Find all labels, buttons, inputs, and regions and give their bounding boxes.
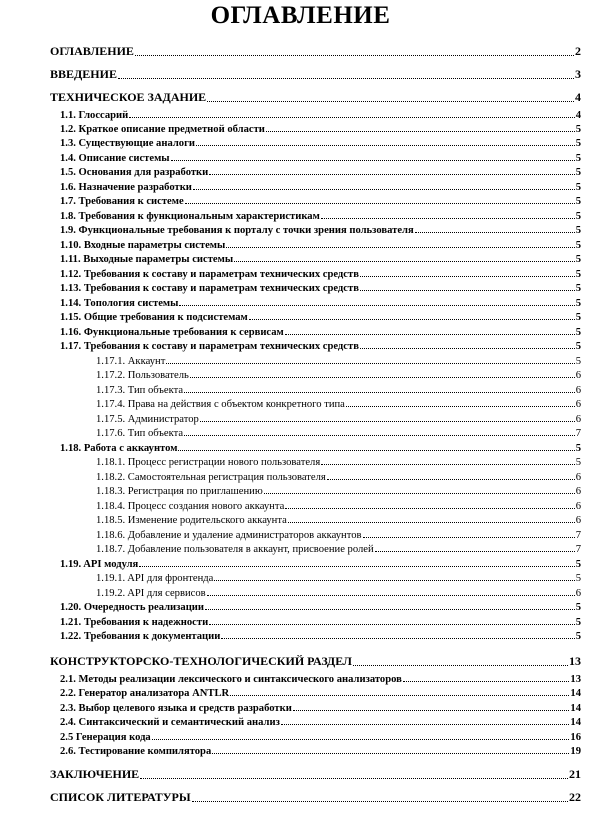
toc-entry[interactable] xyxy=(60,110,581,121)
toc-entry-page: 6 xyxy=(575,486,581,497)
toc-entry-page: 6 xyxy=(575,588,581,599)
dot-leader xyxy=(193,188,575,190)
toc-entry[interactable] xyxy=(60,138,581,149)
toc-entry-label: 1.18.6. Добавление и удаление администраторов аккаунтов xyxy=(96,530,362,541)
toc-entry[interactable] xyxy=(60,240,581,251)
toc-entry-label: 1.18.5. Изменение родительского аккаунта xyxy=(96,515,287,526)
dot-leader xyxy=(171,159,575,161)
toc-entry-page: 16 xyxy=(570,732,581,743)
dot-leader xyxy=(230,694,569,696)
toc-entry-page: 5 xyxy=(575,457,581,468)
toc-entry[interactable] xyxy=(50,44,581,59)
toc-entry-page: 6 xyxy=(575,414,581,425)
toc-entry-page: 5 xyxy=(575,196,581,207)
toc-entry-page: 5 xyxy=(575,617,581,628)
toc-entry[interactable] xyxy=(60,211,581,222)
dot-leader xyxy=(360,347,575,349)
dot-leader xyxy=(346,405,575,407)
toc-entry-page: 7 xyxy=(575,544,581,555)
dot-leader xyxy=(135,54,574,56)
toc-entry[interactable] xyxy=(50,67,581,82)
toc-entry-page: 6 xyxy=(575,501,581,512)
toc-entry-page: 5 xyxy=(575,602,581,613)
toc-entry-page: 5 xyxy=(575,138,581,149)
toc-entry-label: 2.5 Генерация кода xyxy=(60,732,151,743)
toc-entry-page: 5 xyxy=(575,124,581,135)
dot-leader xyxy=(321,217,575,219)
dot-leader xyxy=(207,594,575,596)
toc-entry-page: 5 xyxy=(575,269,581,280)
toc-entry-label: 1.5. Основания для разработки xyxy=(60,167,209,178)
toc-entry-page: 13 xyxy=(570,674,581,685)
toc-entry-label: 1.15. Общие требования к подсистемам xyxy=(60,312,248,323)
dot-leader xyxy=(226,246,574,248)
dot-leader xyxy=(403,680,570,682)
toc-entry[interactable] xyxy=(60,153,581,164)
toc-entry[interactable] xyxy=(60,298,581,309)
dot-leader xyxy=(321,463,574,465)
toc-entry-page: 5 xyxy=(575,225,581,236)
toc-entry-label: 1.4. Описание системы xyxy=(60,153,170,164)
toc-entry-page: 14 xyxy=(570,717,581,728)
toc-entry[interactable] xyxy=(96,428,581,439)
dot-leader xyxy=(129,116,574,118)
toc-entry-page: 5 xyxy=(575,443,581,454)
toc-entry-page: 5 xyxy=(575,631,581,642)
dot-leader xyxy=(327,478,575,480)
toc-entry-page: 6 xyxy=(575,385,581,396)
toc-entry-label: ЗАКЛЮЧЕНИЕ xyxy=(50,767,140,781)
toc-entry-page: 6 xyxy=(575,472,581,483)
toc-entry-page: 5 xyxy=(575,167,581,178)
toc-entry-label: 1.17.1. Аккаунт xyxy=(96,356,166,367)
dot-leader xyxy=(118,77,574,79)
toc-entry-page: 5 xyxy=(575,573,581,584)
toc-entry[interactable] xyxy=(60,327,581,338)
toc-entry[interactable] xyxy=(60,269,581,280)
toc-entry[interactable] xyxy=(60,124,581,135)
toc-entry[interactable] xyxy=(60,732,581,743)
toc-entry[interactable] xyxy=(50,767,581,782)
dot-leader xyxy=(179,304,574,306)
toc-entry-label: СПИСОК ЛИТЕРАТУРЫ xyxy=(50,790,191,804)
toc-entry[interactable] xyxy=(96,588,581,599)
toc-entry-label: 2.1. Методы реализации лексического и синтаксического анализаторов xyxy=(60,674,402,685)
toc-entry-page: 5 xyxy=(575,327,581,338)
toc-entry[interactable] xyxy=(60,312,581,323)
toc-entry-label: 1.9. Функциональные требования к порталу с точки зрения пользователя xyxy=(60,225,414,236)
toc-entry-label: 1.19. API модуля xyxy=(60,559,139,570)
toc-entry[interactable] xyxy=(60,717,581,728)
toc-entry[interactable] xyxy=(50,90,581,105)
toc-entry-label: 1.18.3. Регистрация по приглашению xyxy=(96,486,263,497)
toc-entry-label: 1.17.5. Администратор xyxy=(96,414,199,425)
toc-entry-page: 19 xyxy=(570,746,581,757)
toc-entry-page: 14 xyxy=(570,703,581,714)
toc-entry-label: 1.6. Назначение разработки xyxy=(60,182,192,193)
dot-leader xyxy=(281,723,570,725)
toc-entry[interactable] xyxy=(60,341,581,352)
toc-entry-label: КОНСТРУКТОРСКО-ТЕХНОЛОГИЧЕСКИЙ РАЗДЕЛ xyxy=(50,654,352,668)
dot-leader xyxy=(139,565,574,567)
dot-leader xyxy=(221,637,574,639)
toc-entry[interactable] xyxy=(96,385,581,396)
toc-entry-page: 22 xyxy=(569,790,581,804)
toc-entry-page: 7 xyxy=(575,428,581,439)
toc-entry-page: 4 xyxy=(575,110,581,121)
toc-entry-page: 3 xyxy=(575,67,581,81)
dot-leader xyxy=(207,100,574,102)
dot-leader xyxy=(214,579,574,581)
toc-entry-label: 1.1. Глоссарий xyxy=(60,110,129,121)
toc-entry-label: 1.18.2. Самостоятельная регистрация пользователя xyxy=(96,472,326,483)
toc-entry-label: 1.10. Входные параметры системы xyxy=(60,240,226,251)
toc-entry[interactable] xyxy=(60,182,581,193)
toc-entry-label: 1.11. Выходные параметры системы xyxy=(60,254,234,265)
dot-leader xyxy=(209,623,575,625)
dot-leader xyxy=(196,144,575,146)
toc-entry[interactable] xyxy=(50,790,581,805)
page-title: ОГЛАВЛЕНИЕ xyxy=(210,2,391,29)
toc-entry-label: 1.18.7. Добавление пользователя в аккаунт, присвоение ролей xyxy=(96,544,374,555)
toc-entry[interactable] xyxy=(96,544,581,555)
toc-entry-page: 5 xyxy=(575,254,581,265)
toc-entry-label: 1.21. Требования к надежности xyxy=(60,617,209,628)
dot-leader xyxy=(360,289,575,291)
toc-entry-page: 5 xyxy=(575,182,581,193)
toc-entry-label: 1.2. Краткое описание предметной области xyxy=(60,124,265,135)
dot-leader xyxy=(205,608,575,610)
dot-leader xyxy=(293,709,570,711)
dot-leader xyxy=(285,507,574,509)
dot-leader xyxy=(184,391,575,393)
toc-entry-label: 1.22. Требования к документации xyxy=(60,631,221,642)
toc-entry-label: ТЕХНИЧЕСКОЕ ЗАДАНИЕ xyxy=(50,90,207,104)
toc-entry-page: 6 xyxy=(575,399,581,410)
dot-leader xyxy=(415,231,575,233)
toc-entry-label: 1.16. Функциональные требования к сервисам xyxy=(60,327,284,338)
toc-entry-page: 4 xyxy=(575,90,581,104)
toc-entry-page: 6 xyxy=(575,370,581,381)
toc-entry-label: 1.19.1. API для фронтенда xyxy=(96,573,214,584)
toc-entry-label: 1.18.4. Процесс создания нового аккаунта xyxy=(96,501,285,512)
toc-entry[interactable] xyxy=(60,602,581,613)
toc-entry-label: 1.17.3. Тип объекта xyxy=(96,385,184,396)
toc-entry[interactable] xyxy=(96,414,581,425)
toc-entry[interactable] xyxy=(60,283,581,294)
toc-entry[interactable] xyxy=(96,472,581,483)
toc-entry[interactable] xyxy=(60,631,581,642)
toc-entry-page: 5 xyxy=(575,240,581,251)
toc-entry-label: 2.2. Генератор анализатора ANTLR xyxy=(60,688,230,699)
toc-entry[interactable] xyxy=(96,356,581,367)
dot-leader xyxy=(209,173,574,175)
dot-leader xyxy=(264,492,575,494)
toc-entry[interactable] xyxy=(60,559,581,570)
toc-entry-page: 5 xyxy=(575,559,581,570)
dot-leader xyxy=(192,800,568,802)
toc-entry-page: 14 xyxy=(570,688,581,699)
toc-entry[interactable] xyxy=(60,443,581,454)
toc-entry-page: 21 xyxy=(569,767,581,781)
dot-leader xyxy=(200,420,575,422)
toc-entry-page: 5 xyxy=(575,211,581,222)
toc-entry[interactable] xyxy=(60,674,581,685)
toc-entry-label: 1.17. Требования к составу и параметрам технических средств xyxy=(60,341,359,352)
dot-leader xyxy=(140,777,568,779)
toc-entry[interactable] xyxy=(60,196,581,207)
toc-entry-label: 1.17.6. Тип объекта xyxy=(96,428,184,439)
toc-entry[interactable] xyxy=(96,530,581,541)
toc-entry-page: 5 xyxy=(575,283,581,294)
toc-entry[interactable] xyxy=(96,515,581,526)
toc-entry-label: 1.7. Требования к системе xyxy=(60,196,184,207)
toc-entry-label: ОГЛАВЛЕНИЕ xyxy=(50,44,134,58)
toc-entry-label: ВВЕДЕНИЕ xyxy=(50,67,117,81)
dot-leader xyxy=(184,434,575,436)
toc-entry[interactable] xyxy=(60,254,581,265)
toc-entry[interactable] xyxy=(60,167,581,178)
toc-entry[interactable] xyxy=(96,457,581,468)
dot-leader xyxy=(288,521,575,523)
toc-entry-label: 1.17.2. Пользователь xyxy=(96,370,189,381)
toc-entry[interactable] xyxy=(50,654,581,669)
toc-entry[interactable] xyxy=(60,617,581,628)
toc-entry-label: 1.13. Требования к составу и параметрам технических средств xyxy=(60,283,359,294)
dot-leader xyxy=(375,550,575,552)
toc-entry-page: 5 xyxy=(575,153,581,164)
dot-leader xyxy=(363,536,575,538)
toc-entry-label: 1.8. Требования к функциональным характеристикам xyxy=(60,211,320,222)
dot-leader xyxy=(360,275,575,277)
toc-entry-label: 1.17.4. Права на действия с объектом конкретного типа xyxy=(96,399,345,410)
toc-entry-label: 2.4. Синтаксический и семантический анализ xyxy=(60,717,280,728)
toc-entry[interactable] xyxy=(60,225,581,236)
toc-entry-page: 5 xyxy=(575,312,581,323)
toc-entry[interactable] xyxy=(96,399,581,410)
toc-entry[interactable] xyxy=(96,573,581,584)
toc-entry-page: 5 xyxy=(575,341,581,352)
toc-entry[interactable] xyxy=(60,688,581,699)
toc-entry[interactable] xyxy=(96,501,581,512)
dot-leader xyxy=(190,376,575,378)
dot-leader xyxy=(212,752,569,754)
dot-leader xyxy=(353,664,568,666)
toc-entry[interactable] xyxy=(60,703,581,714)
dot-leader xyxy=(178,449,574,451)
toc-entry-page: 5 xyxy=(575,298,581,309)
toc-entry-page: 7 xyxy=(575,530,581,541)
toc-entry-label: 1.3. Существующие аналоги xyxy=(60,138,195,149)
dot-leader xyxy=(234,260,575,262)
dot-leader xyxy=(285,333,575,335)
toc-entry[interactable] xyxy=(96,486,581,497)
toc-entry-label: 1.18.1. Процесс регистрации нового пользователя xyxy=(96,457,321,468)
dot-leader xyxy=(152,738,570,740)
dot-leader xyxy=(166,362,574,364)
toc-entry-label: 1.12. Требования к составу и параметрам технических средств xyxy=(60,269,359,280)
toc-entry-page: 2 xyxy=(575,44,581,58)
toc-entry-label: 1.19.2. API для сервисов xyxy=(96,588,206,599)
toc-entry-label: 1.20. Очередность реализации xyxy=(60,602,205,613)
toc-entry-label: 2.6. Тестирование компилятора xyxy=(60,746,212,757)
toc-entry-page: 6 xyxy=(575,515,581,526)
toc-entry-page: 13 xyxy=(569,654,581,668)
toc-entry[interactable] xyxy=(96,370,581,381)
toc-entry[interactable] xyxy=(60,746,581,757)
dot-leader xyxy=(266,130,575,132)
toc-entry-label: 1.18. Работа с аккаунтом xyxy=(60,443,178,454)
dot-leader xyxy=(249,318,575,320)
toc-entry-label: 1.14. Топология системы xyxy=(60,298,179,309)
toc-entry-label: 2.3. Выбор целевого языка и средств разработки xyxy=(60,703,292,714)
toc-entry-page: 5 xyxy=(575,356,581,367)
dot-leader xyxy=(185,202,575,204)
